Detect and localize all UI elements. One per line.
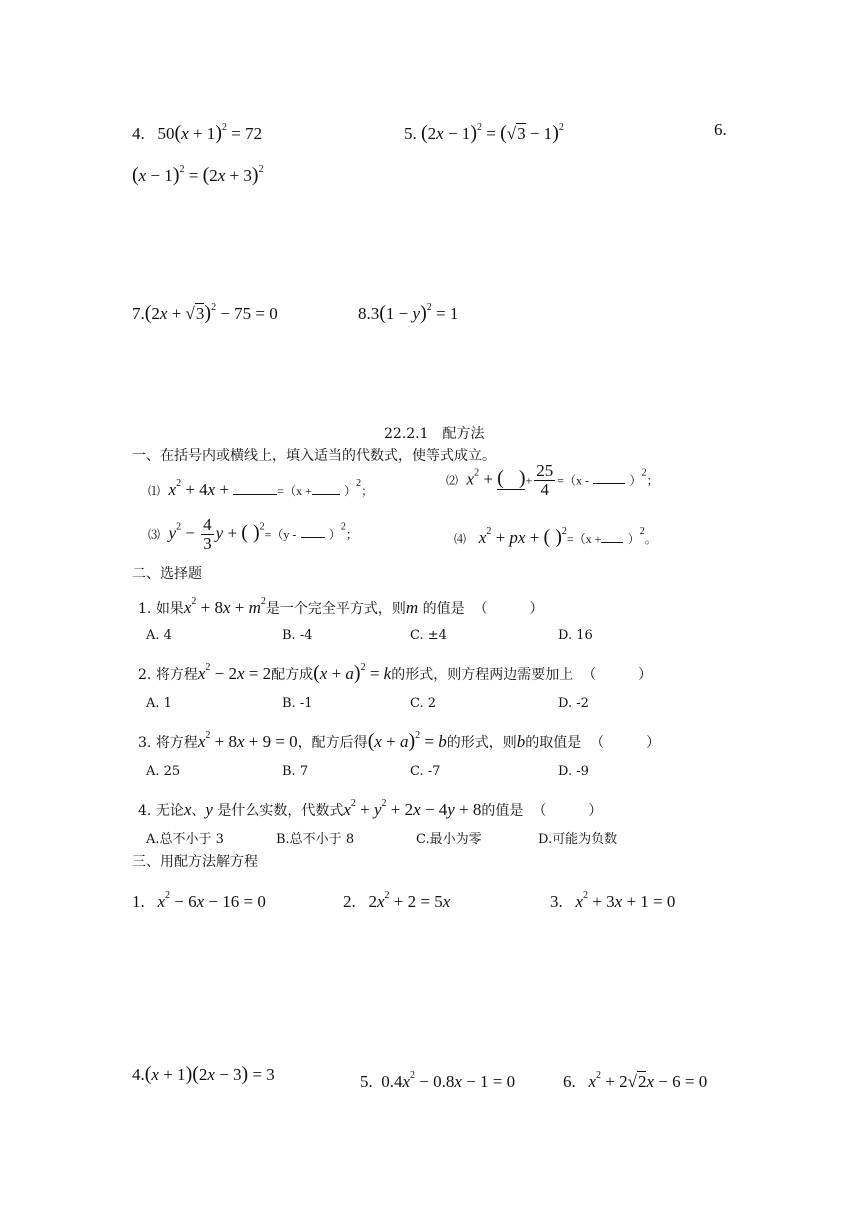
solve-equation-3: 3. $x^2 + 3x + 1 = 0$ [550, 890, 676, 911]
q-text: 的取值是 [525, 735, 582, 751]
fraction-denominator: 3 [203, 534, 212, 553]
solve-equation-4: 4.(x + 1)(2x − 3) = 3 [132, 1063, 275, 1085]
q2-option-b[interactable]: B. -1 [282, 696, 313, 711]
fill-item-2: ⑵ $x^2$ + ( )+ $\frac{25}{4}$ =（x - ）$^2$； [446, 461, 659, 499]
item-label: ⑷ [454, 532, 467, 546]
fraction-denominator: 4 [540, 480, 550, 499]
base-text: x + [296, 484, 312, 498]
q2-option-a[interactable]: A. 1 [146, 696, 172, 711]
eq-number: 4. [132, 124, 145, 143]
item-label: ⑴ [148, 484, 161, 498]
q1-option-a[interactable]: A. 4 [146, 628, 172, 643]
q1-option-d[interactable]: D. 16 [558, 628, 593, 643]
q-text: 配方成 [271, 667, 314, 683]
choice-question-4: 4. 无论x、y 是什么实数，代数式$x^2 + y^2 + 2x - 4y + 8$的值是 （ ） [138, 798, 603, 819]
equation-7: $7.(2x + √3)^2 - 75 = 0$ [132, 302, 278, 324]
equation-4: 4. $50(x + 1)^2 = 72$ [132, 122, 263, 144]
q2-option-d[interactable]: D. -2 [558, 696, 589, 711]
q4-option-d[interactable]: D.可能为负数 [538, 832, 618, 847]
answer-blank[interactable] [312, 480, 340, 495]
q-text: 无论 [155, 803, 184, 819]
q-text: 将方程 [155, 735, 198, 751]
eq-number: 2. [343, 892, 356, 911]
eq-number: 5. [360, 1072, 373, 1091]
section-title: 22.2.1 配方法 [384, 426, 485, 442]
q3-option-b[interactable]: B. 7 [282, 764, 309, 779]
answer-blank[interactable] [301, 523, 325, 538]
q-text: 如果 [155, 601, 184, 617]
q-text: 的值是 [422, 601, 465, 617]
eq-number: 4. [132, 1065, 145, 1084]
q-text: 、 [191, 803, 206, 819]
part2-heading: 二、选择题 [132, 566, 202, 582]
q4-option-b[interactable]: B.总不小于 8 [276, 832, 355, 847]
solve-equation-5: 5. $0.4x^2 - 0.8x - 1 = 0$ [360, 1070, 516, 1091]
q-number: 2. [138, 667, 152, 683]
part1-heading: 一、在括号内或横线上，填入适当的代数式，使等式成立。 [132, 448, 496, 464]
equation-6-number: 6. [714, 120, 727, 139]
solve-equation-2: 2. $2x^2 + 2 = 5x$ [343, 890, 451, 911]
part3-heading: 三、用配方法解方程 [132, 854, 258, 870]
eq-number: 6. [563, 1072, 576, 1091]
q-text: ，配方后得 [297, 735, 368, 751]
solve-equation-1: 1. $x^2 - 6x - 16 = 0$ [132, 890, 266, 911]
answer-blank[interactable] [593, 469, 625, 484]
q-text: 的值是 [481, 803, 524, 819]
choice-question-2: 2. 将方程$x^2 - 2x = 2$配方成$(x + a)^2 = k$的形式，则方程两边需要加上 （ ） [138, 662, 653, 684]
eq-number: 7. [132, 304, 145, 323]
q-number: 4. [138, 803, 152, 819]
eq-number: 1. [132, 892, 145, 911]
eq-number: 8. [358, 304, 371, 323]
solve-equation-6: 6. $x^2 + 2√2x - 6 = 0$ [563, 1070, 708, 1091]
fraction-numerator: 4 [203, 515, 212, 534]
fraction-numerator: 25 [536, 461, 554, 480]
q1-option-c[interactable]: C. ±4 [410, 628, 447, 643]
answer-bracket: （ ） [532, 803, 603, 819]
answer-bracket: （ ） [582, 667, 653, 683]
eq-number: 5. [404, 124, 417, 143]
answer-bracket: （ ） [473, 601, 544, 617]
q-text: 的形式，则方程两边需要加上 [391, 667, 574, 683]
equation-6: $(x - 1)^2 = (2x + 3)^2$ [132, 164, 264, 186]
fill-item-3: ⑶ $y^2$ − $\frac{4}{3}$ y + ( )$^2$=（y - ）$^2$； [148, 515, 358, 553]
answer-bracket: （ ） [590, 735, 661, 751]
close-paren: ） [344, 484, 357, 498]
answer-blank[interactable] [233, 480, 277, 495]
semicolon: ； [361, 484, 374, 498]
choice-question-3: 3. 将方程$x^2 + 8x + 9 = 0$，配方后得$(x + a)^2 = b$的形式，则b的取值是 （ ） [138, 730, 661, 752]
q-text: 是一个完全平方式，则 [265, 601, 406, 617]
q1-option-b[interactable]: B. -4 [282, 628, 313, 643]
choice-question-1: 1. 如果$x^2 + 8x + m^2$是一个完全平方式，则m 的值是 （ ） [138, 596, 544, 617]
eq-sign: =（ [277, 484, 297, 498]
q-text: 是什么实数，代数式 [217, 803, 344, 819]
q3-option-c[interactable]: C. -7 [410, 764, 441, 779]
base-text: x + [585, 532, 602, 546]
fill-item-4: ⑷ $x^2$ + px + ( )$^2=(x + )^2$。 [454, 526, 657, 548]
q3-option-d[interactable]: D. -9 [558, 764, 589, 779]
equation-8: $8.3(1 - y)^2 = 1$ [358, 302, 459, 324]
base-text: x - [576, 473, 590, 488]
q4-option-c[interactable]: C.最小为零 [416, 832, 482, 847]
answer-blank[interactable] [601, 528, 623, 543]
end-mark: 。 [644, 532, 657, 546]
q4-option-a[interactable]: A.总不小于 3 [146, 832, 224, 847]
fill-item-1: ⑴ $x^2 + 4x + =(x + )^2$； [148, 478, 374, 499]
q-text: 将方程 [155, 667, 198, 683]
base-text: y - [283, 527, 297, 542]
eq-number: 3. [550, 892, 563, 911]
equation-5: 5. $(2x - 1)^2 = (√3 - 1)^2$ [404, 122, 564, 144]
q2-option-c[interactable]: C. 2 [410, 696, 437, 711]
q-number: 1. [138, 601, 152, 617]
q3-option-a[interactable]: A. 25 [146, 764, 181, 779]
item-label: ⑵ [446, 473, 459, 488]
q-text: 的形式，则 [446, 735, 517, 751]
q-number: 3. [138, 735, 152, 751]
item-label: ⑶ [148, 527, 161, 542]
